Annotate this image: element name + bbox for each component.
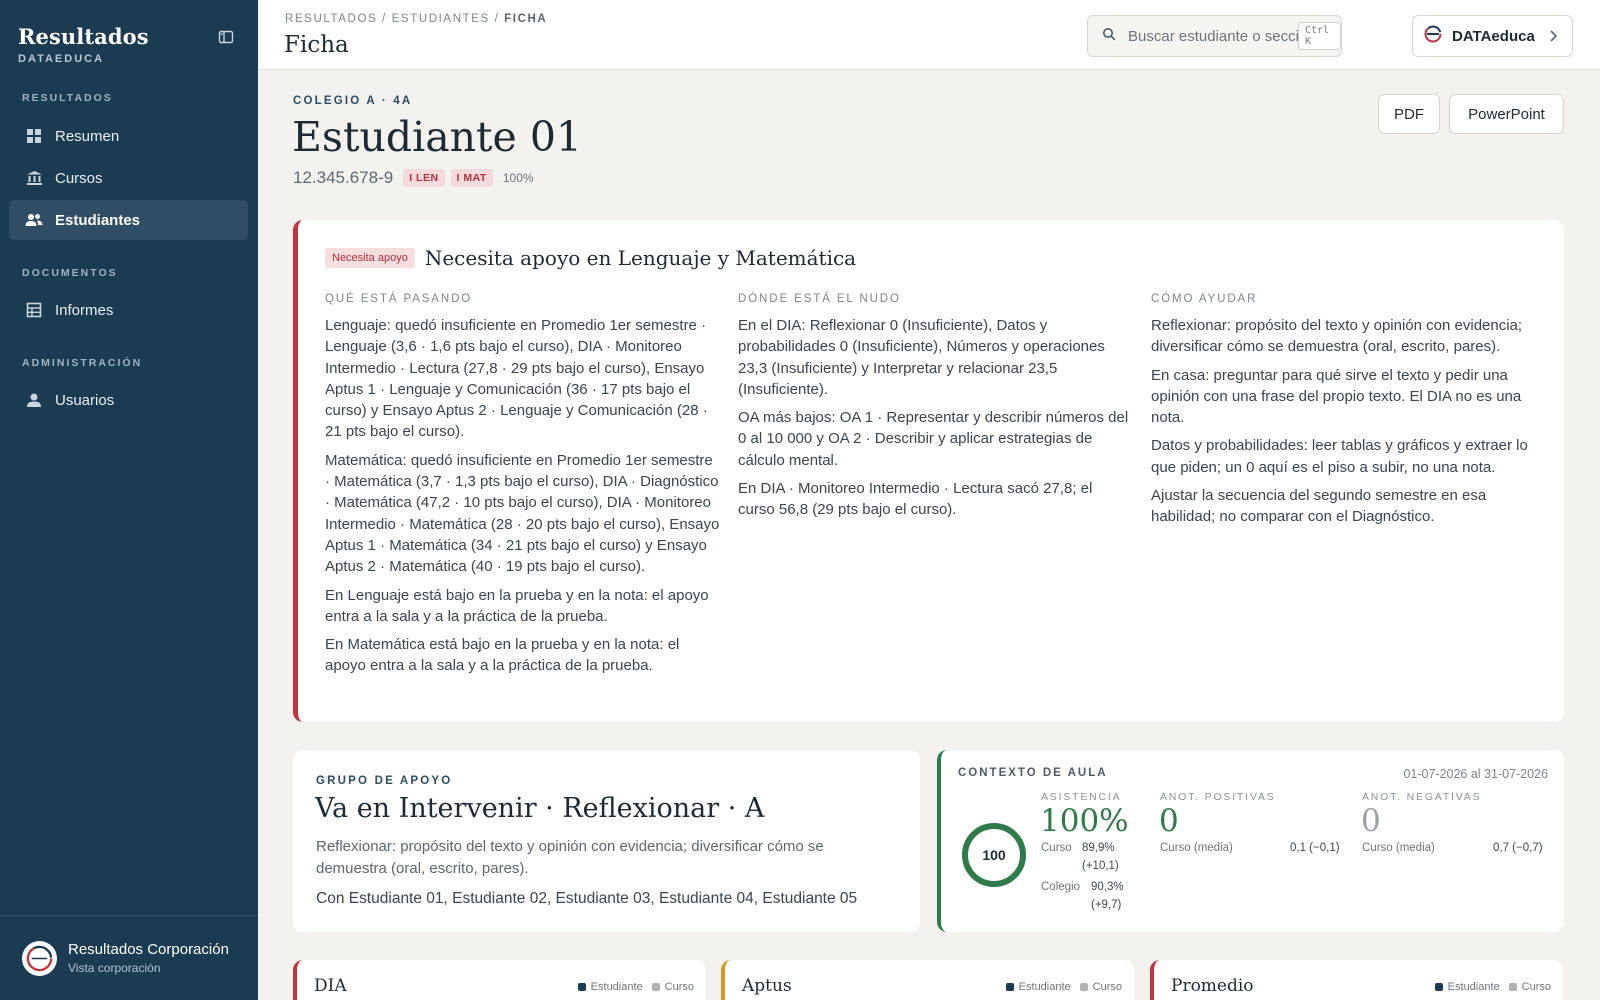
group-title: Va en Intervenir · Reflexionar · A bbox=[315, 793, 765, 824]
attendance-heading: ASISTENCIA bbox=[1041, 791, 1122, 803]
sidebar-item-cursos[interactable] bbox=[9, 158, 248, 198]
sidebar-item-estudiantes[interactable] bbox=[9, 200, 248, 240]
user-icon bbox=[25, 391, 43, 409]
breadcrumb-ficha: FICHA bbox=[504, 13, 548, 25]
column-paragraph: Lenguaje: quedó insuficiente en Promedio 1er semestre · Lenguaje (3,6 · 1,6 pts bajo el curso), DIA · Monitoreo Intermedio · Lectura (27,8 · 29 pts bajo el curso), Ensayo Aptus 1 · Lenguaje y Comunicación (36 · 17 pts bajo el curso) y Ensayo Aptus 2 · Lenguaje y Comunicación (28 · 21 pts bajo el curso). bbox=[325, 317, 708, 441]
column-paragraph: En DIA · Monitoreo Intermedio · Lectura sacó 27,8; el curso 56,8 (29 pts bajo el curso). bbox=[738, 480, 1093, 519]
chevron-right-icon bbox=[1548, 29, 1558, 48]
section-label-documentos: DOCUMENTOS bbox=[22, 267, 118, 279]
sidebar-item-label: Estudiantes bbox=[55, 211, 141, 229]
legend-swatch-course bbox=[652, 983, 660, 991]
legend-swatch-student bbox=[578, 983, 586, 991]
page-title: Ficha bbox=[284, 32, 349, 58]
positive-notes-heading: ANOT. POSITIVAS bbox=[1160, 791, 1276, 803]
search-icon bbox=[1102, 27, 1116, 46]
org-label: DATAeduca bbox=[1452, 27, 1535, 45]
context-label: CONTEXTO DE AULA bbox=[958, 767, 1108, 779]
breadcrumb-separator: / bbox=[377, 13, 392, 25]
sidebar-item-label: Cursos bbox=[55, 169, 103, 187]
sidebar-item-label: Resumen bbox=[55, 127, 120, 145]
support-group-card bbox=[293, 750, 920, 932]
pdf-button[interactable]: PDF bbox=[1378, 94, 1440, 134]
card-title: Promedio bbox=[1171, 976, 1254, 996]
column-paragraph: En casa: preguntar para qué sirve el texto y pedir una opinión con una frase del propio texto. El DIA no es una nota. bbox=[1151, 366, 1522, 427]
search-input[interactable] bbox=[1128, 28, 1298, 45]
needs-support-pill: Necesita apoyo bbox=[325, 248, 415, 268]
avatar bbox=[22, 941, 57, 976]
alert-title: Necesita apoyo en Lenguaje y Matemática bbox=[424, 246, 857, 270]
sidebar-item-informes[interactable] bbox=[9, 290, 248, 330]
positive-notes-value: 0 bbox=[1159, 803, 1179, 839]
negative-notes-sub: Curso (media) bbox=[1362, 842, 1435, 854]
school-course-label: COLEGIO A · 4A bbox=[293, 95, 413, 107]
support-alert-card bbox=[293, 220, 1564, 722]
sidebar-item-label: Informes bbox=[55, 301, 114, 319]
app-title: Resultados bbox=[18, 24, 149, 49]
column-paragraph: En el DIA: Reflexionar 0 (Insuficiente), Datos y probabilidades 0 (Insuficiente), Números y operaciones 23,3 (Insuficiente) y Interpretar y relacionar 23,5 (Insuficiente). bbox=[738, 317, 1105, 398]
powerpoint-button[interactable]: PowerPoint bbox=[1449, 94, 1564, 134]
negative-notes-heading: ANOT. NEGATIVAS bbox=[1362, 791, 1482, 803]
card-title: DIA bbox=[314, 976, 347, 996]
column-paragraph: Ajustar la secuencia del segundo semestre en esa habilidad; no comparar con el Diagnóstico. bbox=[1151, 487, 1487, 526]
sidebar-item-label: Usuarios bbox=[55, 391, 115, 409]
status-badge-mat: I MAT bbox=[451, 169, 493, 187]
column-que-esta-pasando bbox=[325, 293, 720, 684]
column-paragraph: Reflexionar: propósito del texto y opinión con evidencia; diversificar cómo se demuestra (oral, escrito, pares). bbox=[1151, 317, 1523, 356]
context-date-range: 01-07-2026 al 31-07-2026 bbox=[1403, 767, 1548, 781]
column-paragraph: Datos y probabilidades: leer tablas y gráficos y extraer lo que piden; un 0 aquí es el piso a subir, no una nota. bbox=[1151, 437, 1528, 476]
column-heading: QUÉ ESTÁ PASANDO bbox=[325, 293, 473, 305]
legend-student: Estudiante bbox=[1447, 981, 1500, 993]
status-badge-len: I LEN bbox=[403, 169, 444, 187]
attendance-school-value: 90,3% bbox=[1091, 881, 1124, 893]
column-paragraph: En Matemática está bajo en la prueba y en la nota: el apoyo entra a la sala y a la práctica de la prueba. bbox=[325, 636, 680, 675]
account-view: Vista corporación bbox=[68, 961, 161, 975]
legend-course: Curso bbox=[1521, 981, 1551, 993]
negative-notes-course: 0,7 (−0,7) bbox=[1493, 842, 1543, 854]
negative-notes-value: 0 bbox=[1361, 803, 1381, 839]
student-meta bbox=[293, 168, 534, 188]
attendance-course-value: 89,9% bbox=[1082, 842, 1115, 854]
column-paragraph: En Lenguaje está bajo en la prueba y en la nota: el apoyo entra a la sala y a la práctica de la prueba. bbox=[325, 586, 709, 625]
legend-swatch-course bbox=[1509, 983, 1517, 991]
breadcrumb-resultados[interactable]: RESULTADOS bbox=[285, 13, 378, 25]
attendance-small: 100% bbox=[502, 171, 534, 185]
legend-student: Estudiante bbox=[590, 981, 643, 993]
group-members: Con Estudiante 01, Estudiante 02, Estudiante 03, Estudiante 04, Estudiante 05 bbox=[316, 890, 858, 907]
positive-notes-course: 0,1 (−0,1) bbox=[1290, 842, 1340, 854]
breadcrumb-estudiantes[interactable]: ESTUDIANTES bbox=[391, 13, 490, 25]
column-heading: DÓNDE ESTÁ EL NUDO bbox=[738, 293, 901, 305]
building-icon bbox=[25, 169, 43, 187]
column-heading: CÓMO AYUDAR bbox=[1151, 293, 1258, 305]
attendance-school-label: Colegio bbox=[1041, 881, 1080, 893]
account-switcher[interactable] bbox=[0, 915, 258, 1000]
users-icon bbox=[25, 211, 43, 229]
section-label-resultados: RESULTADOS bbox=[22, 92, 113, 104]
column-donde-esta-el-nudo bbox=[738, 293, 1133, 528]
legend-student: Estudiante bbox=[1018, 981, 1071, 993]
topbar bbox=[258, 0, 1600, 70]
dia-card bbox=[293, 960, 706, 1000]
breadcrumb bbox=[285, 13, 547, 25]
legend-swatch-student bbox=[1006, 983, 1014, 991]
column-como-ayudar bbox=[1151, 293, 1546, 535]
legend-course: Curso bbox=[1092, 981, 1122, 993]
chart-legend bbox=[1435, 981, 1551, 993]
card-title: Aptus bbox=[742, 976, 792, 996]
dataeduca-logo-icon bbox=[1423, 24, 1443, 49]
table-icon bbox=[25, 301, 43, 319]
aptus-card bbox=[721, 960, 1134, 1000]
app-subtitle: DATAEDUCA bbox=[18, 53, 105, 65]
promedio-card bbox=[1150, 960, 1563, 1000]
grid-icon bbox=[25, 127, 43, 145]
student-name: Estudiante 01 bbox=[292, 113, 583, 161]
org-switcher-button[interactable] bbox=[1412, 15, 1573, 57]
search-shortcut: Ctrl K bbox=[1298, 22, 1341, 50]
breadcrumb-separator: / bbox=[489, 13, 505, 25]
attendance-course-delta: (+10,1) bbox=[1082, 860, 1119, 872]
account-name: Resultados Corporación bbox=[68, 941, 229, 958]
chart-legend bbox=[578, 981, 694, 993]
student-rut: 12.345.678-9 bbox=[293, 168, 394, 187]
section-label-administracion: ADMINISTRACIÓN bbox=[22, 357, 143, 369]
sidebar-item-usuarios[interactable] bbox=[9, 380, 248, 420]
legend-course: Curso bbox=[664, 981, 694, 993]
column-paragraph: OA más bajos: OA 1 · Representar y describir números del 0 al 10 000 y OA 2 · Describir y aplicar estrategias de cálculo mental. bbox=[738, 409, 1129, 469]
alert-header bbox=[325, 246, 856, 270]
group-label: GRUPO DE APOYO bbox=[316, 775, 453, 787]
chart-legend bbox=[1006, 981, 1122, 993]
legend-swatch-student bbox=[1435, 983, 1443, 991]
positive-notes-sub: Curso (media) bbox=[1160, 842, 1233, 854]
search-box[interactable] bbox=[1087, 15, 1342, 57]
group-description: Reflexionar: propósito del texto y opinión con evidencia; diversificar cómo se demuestra (oral, escrito, pares). bbox=[316, 838, 824, 877]
collapse-sidebar-icon[interactable] bbox=[218, 29, 238, 47]
brand bbox=[18, 24, 149, 65]
column-paragraph: Matemática: quedó insuficiente en Promedio 1er semestre · Matemática (3,7 · 1,3 pts bajo el curso), DIA · Diagnóstico · Matemática (47,2 · 10 pts bajo el curso), DIA · Monitoreo Intermedio · Matemática (28 · 20 pts bajo el curso), Ensayo Aptus 1 · Matemática (34 · 21 pts bajo el curso) y Ensayo Aptus 2 · Matemática (40 · 19 pts bajo el curso). bbox=[325, 451, 720, 576]
classroom-context-card bbox=[937, 750, 1564, 932]
attendance-ring bbox=[961, 822, 1027, 888]
attendance-course-label: Curso bbox=[1041, 842, 1072, 854]
legend-swatch-course bbox=[1080, 983, 1088, 991]
sidebar bbox=[0, 0, 258, 1000]
attendance-school-delta: (+9,7) bbox=[1091, 899, 1122, 911]
attendance-ring-value: 100 bbox=[982, 847, 1006, 863]
attendance-value: 100% bbox=[1040, 803, 1129, 839]
sidebar-item-resumen[interactable] bbox=[9, 116, 248, 156]
